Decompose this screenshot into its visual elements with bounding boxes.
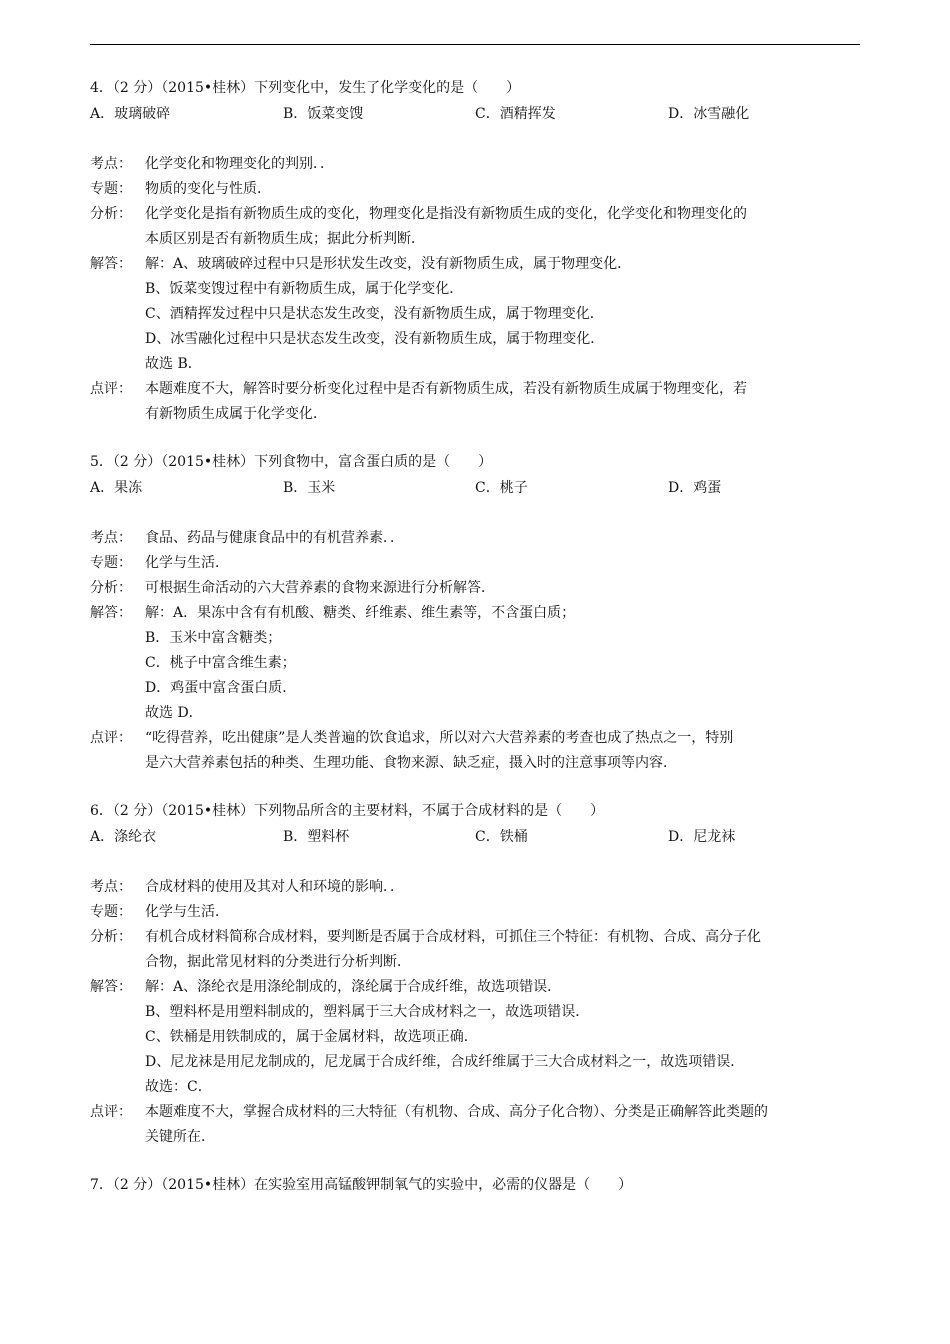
- q5-zhuanti-label: 专题：: [90, 555, 132, 571]
- q5-jieda-line-1: 解：A．果冻中含有有机酸、糖类、纤维素、维生素等，不含蛋白质；: [145, 605, 576, 621]
- q5-jieda-line-2: B．玉米中富含糖类；: [145, 630, 282, 646]
- q5-dianping-line-2: 是六大营养素包括的种类、生理功能、食物来源、缺乏症，摄入时的注意事项等内容．: [145, 755, 677, 771]
- q6-jieda-line-2: B、塑料杯是用塑料制成的，塑料属于三大合成材料之一，故选项错误．: [145, 1004, 590, 1020]
- q4-kaodian: 化学变化和物理变化的判别．．: [145, 156, 334, 172]
- q4-zhuanti-label: 专题：: [90, 181, 132, 197]
- q4-dianping-label: 点评：: [90, 381, 132, 397]
- q4-zhuanti: 物质的变化与性质．: [145, 181, 271, 197]
- q6-option-a: A．涤纶衣: [90, 829, 157, 845]
- q5-option-a: A．果冻: [90, 480, 143, 496]
- q4-fenxi-line-2: 本质区别是否有新物质生成；据此分析判断．: [145, 231, 425, 247]
- q4-jieda-line-4: D、冰雪融化过程中只是状态发生改变，没有新物质生成，属于物理变化．: [145, 331, 605, 347]
- q5-option-c: C．桃子: [475, 480, 528, 496]
- question-4-stem: 4．（2 分）（2015•桂林）下列变化中，发生了化学变化的是（ ）: [90, 80, 521, 96]
- q5-dianping-line-1: “吃得营养，吃出健康”是人类普遍的饮食追求，所以对六大营养素的考查也成了热点之一，特别: [145, 730, 734, 746]
- q6-fenxi-line-1: 有机合成材料简称合成材料，要判断是否属于合成材料，可抓住三个特征：有机物、合成、高分子化: [145, 929, 761, 945]
- question-5-stem: 5．（2 分）（2015•桂林）下列食物中，富含蛋白质的是（ ）: [90, 454, 493, 470]
- q6-kaodian-label: 考点：: [90, 879, 132, 895]
- q6-dianping-line-2: 关键所在．: [145, 1129, 215, 1145]
- q4-kaodian-label: 考点：: [90, 156, 132, 172]
- question-6-stem: 6．（2 分）（2015•桂林）下列物品所含的主要材料，不属于合成材料的是（ ）: [90, 803, 605, 819]
- q4-jieda-line-3: C、酒精挥发过程中只是状态发生改变，没有新物质生成，属于物理变化．: [145, 306, 604, 322]
- q4-jieda-line-2: B、饭菜变馊过程中有新物质生成，属于化学变化．: [145, 281, 464, 297]
- q6-fenxi-label: 分析：: [90, 929, 132, 945]
- q5-kaodian-label: 考点：: [90, 530, 132, 546]
- q4-jieda-line-1: 解：A、玻璃破碎过程中只是形状发生改变，没有新物质生成，属于物理变化．: [145, 256, 632, 272]
- q4-option-c: C．酒精挥发: [475, 106, 556, 122]
- q4-option-b: B．饭菜变馊: [283, 106, 364, 122]
- question-7-stem: 7．（2 分）（2015•桂林）在实验室用高锰酸钾制氧气的实验中，必需的仪器是（ ）: [90, 1177, 633, 1193]
- header-rule: [90, 44, 860, 45]
- q4-fenxi-label: 分析：: [90, 206, 132, 222]
- q5-jieda-line-3: C．桃子中富含维生素；: [145, 655, 296, 671]
- q5-kaodian: 食品、药品与健康食品中的有机营养素．．: [145, 530, 404, 546]
- q6-jieda-line-5: 故选：C．: [145, 1079, 212, 1095]
- q5-fenxi-label: 分析：: [90, 580, 132, 596]
- q6-dianping-line-1: 本题难度不大，掌握合成材料的三大特征（有机物、合成、高分子化合物）、分类是正确解答此类题的: [145, 1104, 768, 1120]
- q6-jieda-label: 解答：: [90, 979, 132, 995]
- q4-option-a: A．玻璃破碎: [90, 106, 171, 122]
- q6-zhuanti: 化学与生活．: [145, 904, 229, 920]
- q4-fenxi-line-1: 化学变化是指有新物质生成的变化，物理变化是指没有新物质生成的变化，化学变化和物理变化的: [145, 206, 747, 222]
- q4-jieda-label: 解答：: [90, 256, 132, 272]
- q4-jieda-line-5: 故选 B．: [145, 356, 202, 372]
- q5-fenxi-line-1: 可根据生命活动的六大营养素的食物来源进行分析解答．: [145, 580, 495, 596]
- q4-option-d: D．冰雪融化: [668, 106, 750, 122]
- q6-option-d: D．尼龙袜: [668, 829, 736, 845]
- q6-jieda-line-3: C、铁桶是用铁制成的，属于金属材料，故选项正确．: [145, 1029, 478, 1045]
- q5-dianping-label: 点评：: [90, 730, 132, 746]
- q6-fenxi-line-2: 合物，据此常见材料的分类进行分析判断．: [145, 954, 411, 970]
- q5-zhuanti: 化学与生活．: [145, 555, 229, 571]
- q6-jieda-line-4: D、尼龙袜是用尼龙制成的，尼龙属于合成纤维，合成纤维属于三大合成材料之一，故选项错误．: [145, 1054, 745, 1070]
- q6-kaodian: 合成材料的使用及其对人和环境的影响．．: [145, 879, 404, 895]
- q4-dianping-line-1: 本题难度不大，解答时要分析变化过程中是否有新物质生成，若没有新物质生成属于物理变化，若: [145, 381, 747, 397]
- q6-option-c: C．铁桶: [475, 829, 528, 845]
- q5-jieda-line-4: D．鸡蛋中富含蛋白质．: [145, 680, 297, 696]
- q6-option-b: B．塑料杯: [283, 829, 350, 845]
- q6-zhuanti-label: 专题：: [90, 904, 132, 920]
- q6-dianping-label: 点评：: [90, 1104, 132, 1120]
- q5-option-b: B．玉米: [283, 480, 336, 496]
- q5-option-d: D．鸡蛋: [668, 480, 722, 496]
- q6-jieda-line-1: 解：A、涤纶衣是用涤纶制成的，涤纶属于合成纤维，故选项错误．: [145, 979, 562, 995]
- q5-jieda-label: 解答：: [90, 605, 132, 621]
- q4-dianping-line-2: 有新物质生成属于化学变化．: [145, 406, 327, 422]
- q5-jieda-line-5: 故选 D．: [145, 705, 203, 721]
